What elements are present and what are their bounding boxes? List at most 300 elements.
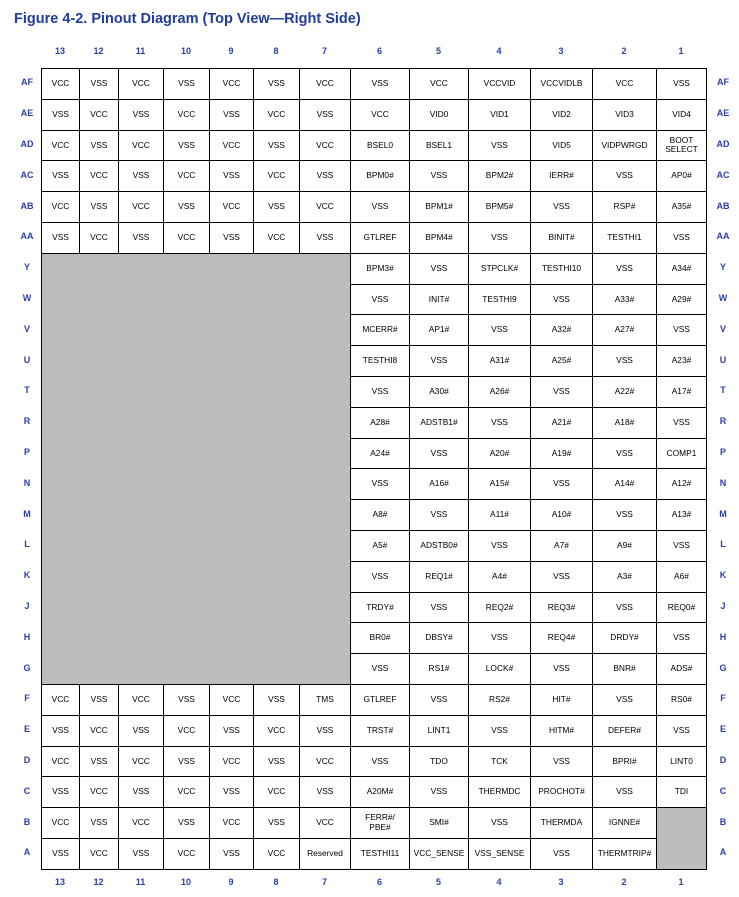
pin-cell: VSS [164,808,210,839]
pin-cell: VSS [469,222,531,253]
pin-cell: VSS [254,130,300,161]
pin-cell: VSS [210,715,254,746]
pin-cell: VSS [80,746,119,777]
pin-cell: A26# [469,376,531,407]
pin-cell: VCC [254,222,300,253]
pin-cell: LINT0 [657,746,707,777]
right-row-label-n: N [719,477,727,488]
pin-cell: A7# [531,530,593,561]
pin-cell: VCC [42,130,80,161]
right-row-label-j: J [720,601,726,611]
pin-cell: BSEL1 [410,130,469,161]
pin-cell: A19# [531,438,593,469]
left-row-label-w: W [22,293,32,303]
pin-cell: A14# [593,469,657,500]
pin-cell: A32# [531,315,593,346]
left-row-label-u: U [23,354,31,365]
pin-cell: A33# [593,284,657,315]
pin-row-c [42,777,707,808]
right-row-label-ab: AB [716,200,730,211]
top-col-label-11: 11 [135,46,146,56]
right-row-label-l: L [720,539,726,550]
pin-cell: VID3 [593,99,657,130]
pin-cell: BPM1# [410,192,469,223]
pin-cell: LINT1 [410,715,469,746]
pin-cell: REQ1# [410,561,469,592]
pin-row-ad [42,130,707,161]
pin-cell: VID2 [531,99,593,130]
pin-cell: VSS_SENSE [469,838,531,869]
right-row-label-u: U [719,354,727,365]
pin-cell: VSS [351,654,410,685]
pin-cell: VSS [80,684,119,715]
pin-cell: VCC [254,715,300,746]
top-col-label-9: 9 [228,46,234,56]
pin-cell: VSS [531,561,593,592]
pin-cell: A12# [657,469,707,500]
left-row-label-ad: AD [20,139,34,149]
pin-cell: VSS [410,592,469,623]
pin-row-e [42,715,707,746]
pin-cell: VSS [593,253,657,284]
right-row-label-d: D [719,755,727,765]
pin-cell: VSS [593,161,657,192]
pin-cell: VSS [42,715,80,746]
pin-cell: A5# [351,530,410,561]
right-row-label-v: V [719,323,726,334]
pin-cell: A11# [469,500,531,531]
top-col-label-7: 7 [321,46,327,56]
pin-cell: VSS [593,592,657,623]
pin-cell: VSS [657,407,707,438]
top-col-label-4: 4 [496,46,502,56]
pin-cell: VSS [254,69,300,100]
pin-cell: VCC [119,684,164,715]
bottom-col-label-8: 8 [273,877,279,887]
pin-cell: RS1# [410,654,469,685]
pin-cell: VSS [300,161,351,192]
right-row-label-ac: AC [716,169,730,180]
pin-cell: VSS [410,777,469,808]
pin-cell: A20# [469,438,531,469]
pin-cell: RS2# [469,684,531,715]
pin-cell: VSS [119,838,164,869]
bottom-col-label-12: 12 [93,877,104,887]
pin-cell: VSS [469,407,531,438]
pin-cell: VCC [410,69,469,100]
left-row-label-g: G [23,662,31,673]
pin-cell: VCCVIDLB [531,69,593,100]
top-col-label-2: 2 [621,46,627,56]
pin-cell: VSS [254,684,300,715]
pin-row-ac [42,161,707,192]
pin-cell: VSS [531,838,593,869]
pin-cell: VCC [164,715,210,746]
pin-cell: ADSTB1# [410,407,469,438]
pin-cell: A22# [593,376,657,407]
pin-cell: LOCK# [469,654,531,685]
pin-cell: VCC [210,808,254,839]
pin-cell: A20M# [351,777,410,808]
left-row-label-ae: AE [20,108,34,119]
top-col-label-5: 5 [435,46,441,56]
pin-cell: A23# [657,346,707,377]
pin-cell: VSS [119,777,164,808]
pin-cell: BPM4# [410,222,469,253]
right-row-label-f: F [720,693,726,704]
pin-cell: TMS [300,684,351,715]
pin-cell: VSS [351,192,410,223]
pin-cell: VSS [531,654,593,685]
pin-cell: VSS [410,500,469,531]
pin-cell: VSS [164,69,210,100]
right-row-label-e: E [719,724,726,735]
figure-title: Figure 4-2. Pinout Diagram (Top View—Right Side) [14,11,361,27]
pin-cell: VID4 [657,99,707,130]
pin-cell: VSS [300,99,351,130]
pin-cell: VSS [469,530,531,561]
pin-cell: VCC [164,838,210,869]
pin-cell: VSS [210,777,254,808]
pin-cell: VSS [119,161,164,192]
pin-cell: VSS [593,684,657,715]
pin-cell: VSS [657,69,707,100]
pin-cell: VSS [351,561,410,592]
right-row-label-g: G [719,662,727,673]
pin-cell: VSS [593,500,657,531]
pin-cell: THERMDA [531,808,593,839]
left-row-label-v: V [23,323,30,334]
pin-cell: VSS [657,222,707,253]
pin-cell: A31# [469,346,531,377]
pin-cell: VSS [657,315,707,346]
bottom-col-label-5: 5 [435,877,441,887]
pin-cell: A21# [531,407,593,438]
pin-cell: DEFER# [593,715,657,746]
pin-cell: FERR#/ PBE# [351,808,410,839]
pin-cell: TDO [410,746,469,777]
pin-cell: DBSY# [410,623,469,654]
pin-cell: A25# [531,346,593,377]
pin-cell: A4# [469,561,531,592]
pin-cell: VSS [254,192,300,223]
pin-cell: VCC [80,777,119,808]
pin-cell: BINIT# [531,222,593,253]
top-col-label-3: 3 [558,46,564,56]
pin-cell: A3# [593,561,657,592]
pin-cell: VSS [593,346,657,377]
right-row-label-t: T [720,385,726,396]
pin-cell: VCC [300,69,351,100]
pin-row-y [42,253,707,284]
left-row-label-h: H [23,631,31,642]
left-row-label-t: T [24,385,30,396]
pin-cell: VSS [300,777,351,808]
pin-cell: VSS [164,130,210,161]
pin-cell: BSEL0 [351,130,410,161]
pin-row-b [42,808,707,839]
pin-cell: VSS [42,161,80,192]
pin-cell: VSS [254,746,300,777]
pin-cell: VCC [300,808,351,839]
pin-cell: VSS [210,222,254,253]
pin-cell: ADSTB0# [410,530,469,561]
right-row-label-m: M [719,508,727,519]
pin-cell: VIDPWRGD [593,130,657,161]
pin-cell: VCCVID [469,69,531,100]
top-col-label-10: 10 [180,46,191,56]
pin-cell: TRST# [351,715,410,746]
pin-cell: A17# [657,376,707,407]
pin-cell: RS0# [657,684,707,715]
top-col-label-1: 1 [678,46,684,56]
left-row-label-a: A [23,847,31,858]
pin-cell: BOOT SELECT [657,130,707,161]
pin-cell: VCC [42,69,80,100]
pin-cell: REQ0# [657,592,707,623]
pin-cell: SMI# [410,808,469,839]
pin-cell: VCC_SENSE [410,838,469,869]
pin-cell: Reserved [300,838,351,869]
left-row-label-r: R [23,416,31,427]
pin-cell: HIT# [531,684,593,715]
bottom-col-label-11: 11 [135,877,146,887]
pin-cell: AP0# [657,161,707,192]
bottom-col-label-3: 3 [558,877,564,887]
pin-cell: VSS [42,777,80,808]
pin-cell: VCC [42,746,80,777]
pin-cell: VSS [164,684,210,715]
pin-cell: VSS [300,222,351,253]
right-row-label-ae: AE [716,108,730,119]
left-row-label-e: E [23,724,30,735]
pin-cell: HITM# [531,715,593,746]
left-row-label-af: AF [21,77,33,88]
left-row-label-n: N [23,477,31,488]
right-row-label-b: B [719,816,727,827]
pin-cell: INIT# [410,284,469,315]
left-row-label-aa: AA [20,231,34,242]
pin-cell: AP1# [410,315,469,346]
pin-cell: VCC [42,684,80,715]
pin-row-d [42,746,707,777]
pin-cell: DRDY# [593,623,657,654]
pin-cell: RSP# [593,192,657,223]
left-row-label-d: D [23,755,31,765]
bottom-col-label-7: 7 [321,877,327,887]
pin-cell: VSS [210,99,254,130]
pin-cell: VCC [80,99,119,130]
pin-cell: GTLREF [351,684,410,715]
pin-cell: COMP1 [657,438,707,469]
pin-cell: VSS [410,253,469,284]
pinout-grid [41,68,707,870]
right-row-label-r: R [719,416,727,427]
pin-cell: GTLREF [351,222,410,253]
pin-cell: VSS [42,99,80,130]
pin-cell: VSS [42,222,80,253]
top-col-label-13: 13 [54,46,65,56]
left-row-label-y: Y [23,262,30,273]
pin-cell: REQ2# [469,592,531,623]
pin-cell: VSS [80,192,119,223]
pin-cell: TCK [469,746,531,777]
pin-cell: VCC [300,192,351,223]
pin-row-f [42,684,707,715]
pin-cell: VID1 [469,99,531,130]
pin-cell: A28# [351,407,410,438]
pin-cell: TESTHI10 [531,253,593,284]
unpopulated-corner [657,808,707,870]
pin-cell: VSS [469,715,531,746]
left-row-label-c: C [23,785,31,796]
pin-cell: VCC [164,161,210,192]
pin-cell: VCC [254,161,300,192]
pin-cell: VSS [164,746,210,777]
pin-cell: VSS [80,808,119,839]
pin-cell: TDI [657,777,707,808]
pin-cell: A30# [410,376,469,407]
pin-cell: BPM3# [351,253,410,284]
left-row-label-ab: AB [20,200,34,211]
pin-cell: VSS [119,99,164,130]
pin-cell: A8# [351,500,410,531]
pin-cell: VSS [254,808,300,839]
pin-cell: VSS [531,376,593,407]
pin-cell: VCC [254,838,300,869]
pin-cell: VCC [210,684,254,715]
left-row-label-j: J [24,601,30,611]
pin-cell: VSS [531,746,593,777]
pin-cell: IERR# [531,161,593,192]
pin-cell: PROCHOT# [531,777,593,808]
pin-cell: A24# [351,438,410,469]
pin-cell: STPCLK# [469,253,531,284]
pin-cell: TRDY# [351,592,410,623]
pin-cell: VCC [210,192,254,223]
pin-cell: VSS [80,130,119,161]
pin-cell: VSS [657,715,707,746]
top-col-label-12: 12 [93,46,104,56]
pin-cell: IGNNE# [593,808,657,839]
pin-cell: VSS [657,623,707,654]
pin-cell: VSS [531,284,593,315]
pin-cell: VID5 [531,130,593,161]
pin-row-af [42,69,707,100]
pin-cell: REQ3# [531,592,593,623]
pin-cell: MCERR# [351,315,410,346]
pin-cell: VCC [593,69,657,100]
bottom-col-label-10: 10 [180,877,191,887]
pin-cell: VCC [351,99,410,130]
pin-cell: BR0# [351,623,410,654]
left-row-label-m: M [23,508,31,519]
pin-cell: VCC [119,130,164,161]
top-col-label-6: 6 [376,46,382,56]
pin-cell: VSS [469,130,531,161]
pin-cell: BNR# [593,654,657,685]
pin-cell: VCC [42,192,80,223]
pin-cell: VCC [254,99,300,130]
pin-cell: VSS [531,192,593,223]
bottom-col-label-1: 1 [678,877,684,887]
pin-row-ab [42,192,707,223]
pin-cell: VSS [164,192,210,223]
pin-cell: VCC [164,222,210,253]
pin-cell: THERMDC [469,777,531,808]
pin-cell: A29# [657,284,707,315]
right-row-label-af: AF [717,77,729,88]
pin-cell: VCC [210,130,254,161]
right-row-label-h: H [719,631,727,642]
pin-cell: TESTHI11 [351,838,410,869]
pin-cell: VSS [593,438,657,469]
pin-cell: VCC [300,746,351,777]
unpopulated-region [42,253,351,684]
right-row-label-a: A [719,847,727,858]
pin-cell: A16# [410,469,469,500]
pin-cell: A18# [593,407,657,438]
bottom-col-label-13: 13 [54,877,65,887]
bottom-col-label-6: 6 [376,877,382,887]
right-row-label-p: P [719,447,726,457]
pin-cell: VCC [80,838,119,869]
bottom-col-label-9: 9 [228,877,234,887]
pin-cell: VSS [410,161,469,192]
pin-cell: VSS [351,746,410,777]
left-row-label-l: L [24,539,30,550]
pin-cell: VSS [119,222,164,253]
pin-cell: VSS [210,161,254,192]
pin-cell: VCC [119,746,164,777]
pin-cell: A13# [657,500,707,531]
pin-cell: VCC [42,808,80,839]
pin-cell: VSS [469,623,531,654]
pin-cell: BPRI# [593,746,657,777]
pin-row-ae [42,99,707,130]
left-row-label-b: B [23,816,31,827]
pin-cell: A15# [469,469,531,500]
bottom-col-label-4: 4 [496,877,502,887]
pin-cell: A34# [657,253,707,284]
pin-cell: VCC [164,777,210,808]
pin-row-aa [42,222,707,253]
pin-cell: TESTHI8 [351,346,410,377]
pin-cell: VCC [119,69,164,100]
right-row-label-aa: AA [716,231,730,242]
pin-row-a [42,838,707,869]
pin-cell: THERMTRIP# [593,838,657,869]
pin-cell: VSS [410,346,469,377]
pin-cell: VSS [80,69,119,100]
pin-cell: REQ4# [531,623,593,654]
pin-cell: VCC [80,222,119,253]
right-row-label-w: W [718,293,728,303]
pin-cell: BPM2# [469,161,531,192]
pin-cell: VSS [657,530,707,561]
pin-cell: A27# [593,315,657,346]
left-row-label-ac: AC [20,169,34,180]
pin-cell: A6# [657,561,707,592]
pin-cell: BPM5# [469,192,531,223]
left-row-label-p: P [23,447,30,457]
pin-cell: VID0 [410,99,469,130]
pin-cell: VSS [119,715,164,746]
pin-cell: VSS [351,469,410,500]
pin-cell: BPM0# [351,161,410,192]
pin-cell: VSS [531,469,593,500]
pin-cell: VSS [469,808,531,839]
